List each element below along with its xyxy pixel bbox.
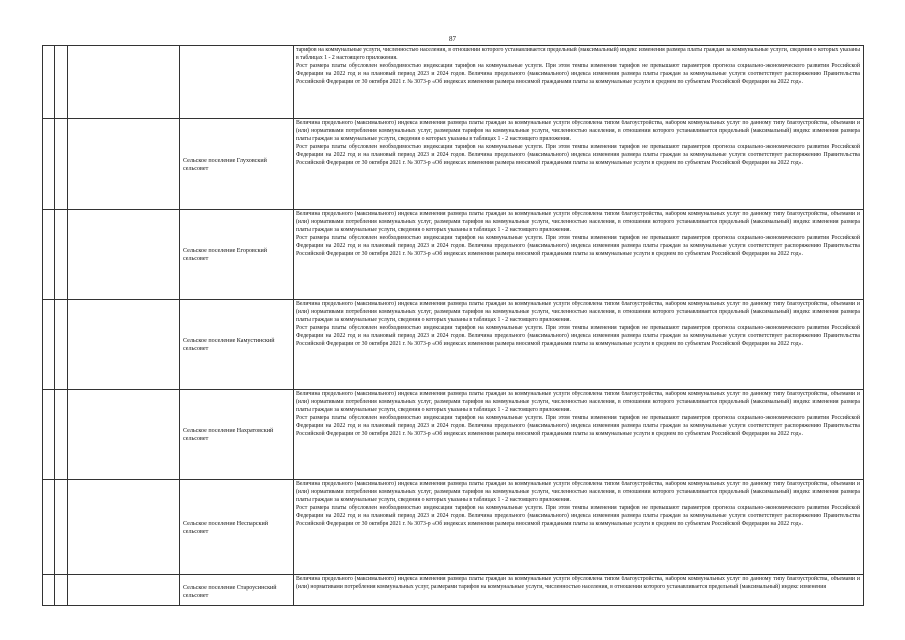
table-row: [43, 209, 863, 300]
settlement-name: Сельское поселение Егоровский сельсовет: [183, 248, 268, 262]
table-row: [43, 118, 863, 210]
settlement-name: Сельское поселение Глуховский сельсовет: [183, 157, 267, 172]
description-cell: [296, 211, 860, 259]
table-row: [43, 389, 863, 480]
description-paragraph: Величина предельного (максимального) индекса изменения размера платы граждан за коммунальные услуги обусловлена типом благоустройства, набором коммунальных услуг по данному типу благоустройства, объемами и (или) нормативами потребления коммунальных услуг, размерами тарифов на коммунальные услуги, численностью населения, в отношении которого устанавливается предельный (максимальный) индекс изменения размера платы граждан за коммунальные услуги, сведения о которых указаны в таблицах 1 - 2 настоящего приложения.: [296, 301, 860, 323]
table-row: [43, 299, 863, 390]
settlement-cell: [179, 390, 293, 480]
description-cell: [296, 391, 860, 439]
description-cell: [296, 481, 860, 529]
settlement-cell: [179, 575, 293, 606]
description-paragraph: Рост размера платы обусловлен необходимостью индексации тарифов на коммунальные услуги. При этом темпы изменения тарифов не превышают параметров прогноза социально-экономического развития Российской Федерации на 2022 год и на плановый период 2023 и 2024 годов. Величина предельного (максимального) индекса изменения размера платы граждан за коммунальные услуги соответствует распоряжению Правительства Российской Федерации от 30 октября 2021 г. № 3073-р «Об индексах изменения размера вносимой гражданами платы за коммунальные услуги в среднем по субъектам Российской Федерации на 2022 год».: [296, 414, 860, 437]
description-cell: [296, 120, 860, 168]
description-paragraph: Величина предельного (максимального) индекса изменения размера платы граждан за коммунальные услуги обусловлена типом благоустройства, набором коммунальных услуг по данному типу благоустройства, объемами и (или) нормативами потребления коммунальных услуг, размерами тарифов на коммунальные услуги, численностью населения, в отношении которого устанавливается предельный (максимальный) индекс изменения размера платы граждан за коммунальные услуги, сведения о которых указаны в таблицах 1 - 2 настоящего приложения.: [296, 391, 860, 413]
description-paragraph: Рост размера платы обусловлен необходимостью индексации тарифов на коммунальные услуги. При этом темпы изменения тарифов не превышают параметров прогноза социально-экономического развития Российской Федерации на 2022 год и на плановый период 2023 и 2024 годов. Величина предельного (максимального) индекса изменения размера платы граждан за коммунальные услуги соответствует распоряжению Правительства Российской Федерации от 30 октября 2021 г. № 3073-р «Об индексах изменения размера вносимой гражданами платы за коммунальные услуги в среднем по субъектам Российской Федерации на 2022 год».: [296, 62, 860, 85]
settlement-name: Сельское поселение Староусинский сельсовет: [183, 584, 277, 599]
settlement-cell: [179, 210, 293, 300]
description-paragraph: тарифов на коммунальные услуги, численностью населения, в отношении которого устанавливается предельный (максимальный) индекс изменения размера платы граждан за коммунальные услуги, сведения о которых указаны в таблицах 1 - 2 настоящего приложения.: [296, 47, 860, 61]
settlements-table: [42, 45, 864, 606]
description-paragraph: Рост размера платы обусловлен необходимостью индексации тарифов на коммунальные услуги. При этом темпы изменения тарифов не превышают параметров прогноза социально-экономического развития Российской Федерации на 2022 год и на плановый период 2023 и 2024 годов. Величина предельного (максимального) индекса изменения размера платы граждан за коммунальные услуги соответствует распоряжению Правительства Российской Федерации от 30 октября 2021 г. № 3073-р «Об индексах изменения размера вносимой гражданами платы за коммунальные услуги в среднем по субъектам Российской Федерации на 2022 год».: [296, 143, 860, 166]
table-row: [43, 574, 863, 606]
description-cell: [296, 576, 860, 592]
description-paragraph: Величина предельного (максимального) индекса изменения размера платы граждан за коммунальные услуги обусловлена типом благоустройства, набором коммунальных услуг по данному типу благоустройства, объемами и (или) нормативами потребления коммунальных услуг, размерами тарифов на коммунальные услуги, численностью населения, в отношении которого устанавливается предельный (максимальный) индекс изменения: [296, 576, 860, 590]
description-paragraph: Величина предельного (максимального) индекса изменения размера платы граждан за коммунальные услуги обусловлена типом благоустройства, набором коммунальных услуг по данному типу благоустройства, объемами и (или) нормативами потребления коммунальных услуг, размерами тарифов на коммунальные услуги, численностью населения, в отношении которого устанавливается предельный (максимальный) индекс изменения размера платы граждан за коммунальные услуги, сведения о которых указаны в таблицах 1 - 2 настоящего приложения.: [296, 120, 860, 142]
description-cell: [296, 301, 860, 349]
settlement-cell: [179, 300, 293, 390]
description-paragraph: Рост размера платы обусловлен необходимостью индексации тарифов на коммунальные услуги. При этом темпы изменения тарифов не превышают параметров прогноза социально-экономического развития Российской Федерации на 2022 год и на плановый период 2023 и 2024 годов. Величина предельного (максимального) индекса изменения размера платы граждан за коммунальные услуги соответствует распоряжению Правительства Российской Федерации от 30 октября 2021 г. № 3073-р «Об индексах изменения размера вносимой гражданами платы за коммунальные услуги в среднем по субъектам Российской Федерации на 2022 год».: [296, 234, 860, 257]
settlement-name: Сельское поселение Камустинский сельсовет: [183, 338, 275, 352]
description-paragraph: Рост размера платы обусловлен необходимостью индексации тарифов на коммунальные услуги. При этом темпы изменения тарифов не превышают параметров прогноза социально-экономического развития Российской Федерации на 2022 год и на плановый период 2023 и 2024 годов. Величина предельного (максимального) индекса изменения размера платы граждан за коммунальные услуги соответствует распоряжению Правительства Российской Федерации от 30 октября 2021 г. № 3073-р «Об индексах изменения размера вносимой гражданами платы за коммунальные услуги в среднем по субъектам Российской Федерации на 2022 год».: [296, 504, 860, 527]
description-paragraph: Рост размера платы обусловлен необходимостью индексации тарифов на коммунальные услуги. При этом темпы изменения тарифов не превышают параметров прогноза социально-экономического развития Российской Федерации на 2022 год и на плановый период 2023 и 2024 годов. Величина предельного (максимального) индекса изменения размера платы граждан за коммунальные услуги соответствует распоряжению Правительства Российской Федерации от 30 октября 2021 г. № 3073-р «Об индексах изменения размера вносимой гражданами платы за коммунальные услуги в среднем по субъектам Российской Федерации на 2022 год».: [296, 324, 860, 347]
description-paragraph: Величина предельного (максимального) индекса изменения размера платы граждан за коммунальные услуги обусловлена типом благоустройства, набором коммунальных услуг по данному типу благоустройства, объемами и (или) нормативами потребления коммунальных услуг, размерами тарифов на коммунальные услуги, численностью населения, в отношении которого устанавливается предельный (максимальный) индекс изменения размера платы граждан за коммунальные услуги, сведения о которых указаны в таблицах 1 - 2 настоящего приложения.: [296, 481, 860, 503]
table-row: [43, 479, 863, 575]
page-number: 87: [449, 35, 456, 43]
settlement-name: Сельское поселение Нахратовский сельсовет: [183, 428, 274, 442]
table-row: [43, 46, 863, 118]
settlement-cell: [179, 46, 293, 118]
description-paragraph: Величина предельного (максимального) индекса изменения размера платы граждан за коммунальные услуги обусловлена типом благоустройства, набором коммунальных услуг по данному типу благоустройства, объемами и (или) нормативами потребления коммунальных услуг, размерами тарифов на коммунальные услуги, численностью населения, в отношении которого устанавливается предельный (максимальный) индекс изменения размера платы граждан за коммунальные услуги, сведения о которых указаны в таблицах 1 - 2 настоящего приложения.: [296, 211, 860, 233]
settlement-name: Сельское поселение Неспарский сельсовет: [183, 520, 268, 535]
description-cell: [296, 47, 860, 87]
settlement-cell: [179, 119, 293, 210]
settlement-cell: [179, 480, 293, 575]
